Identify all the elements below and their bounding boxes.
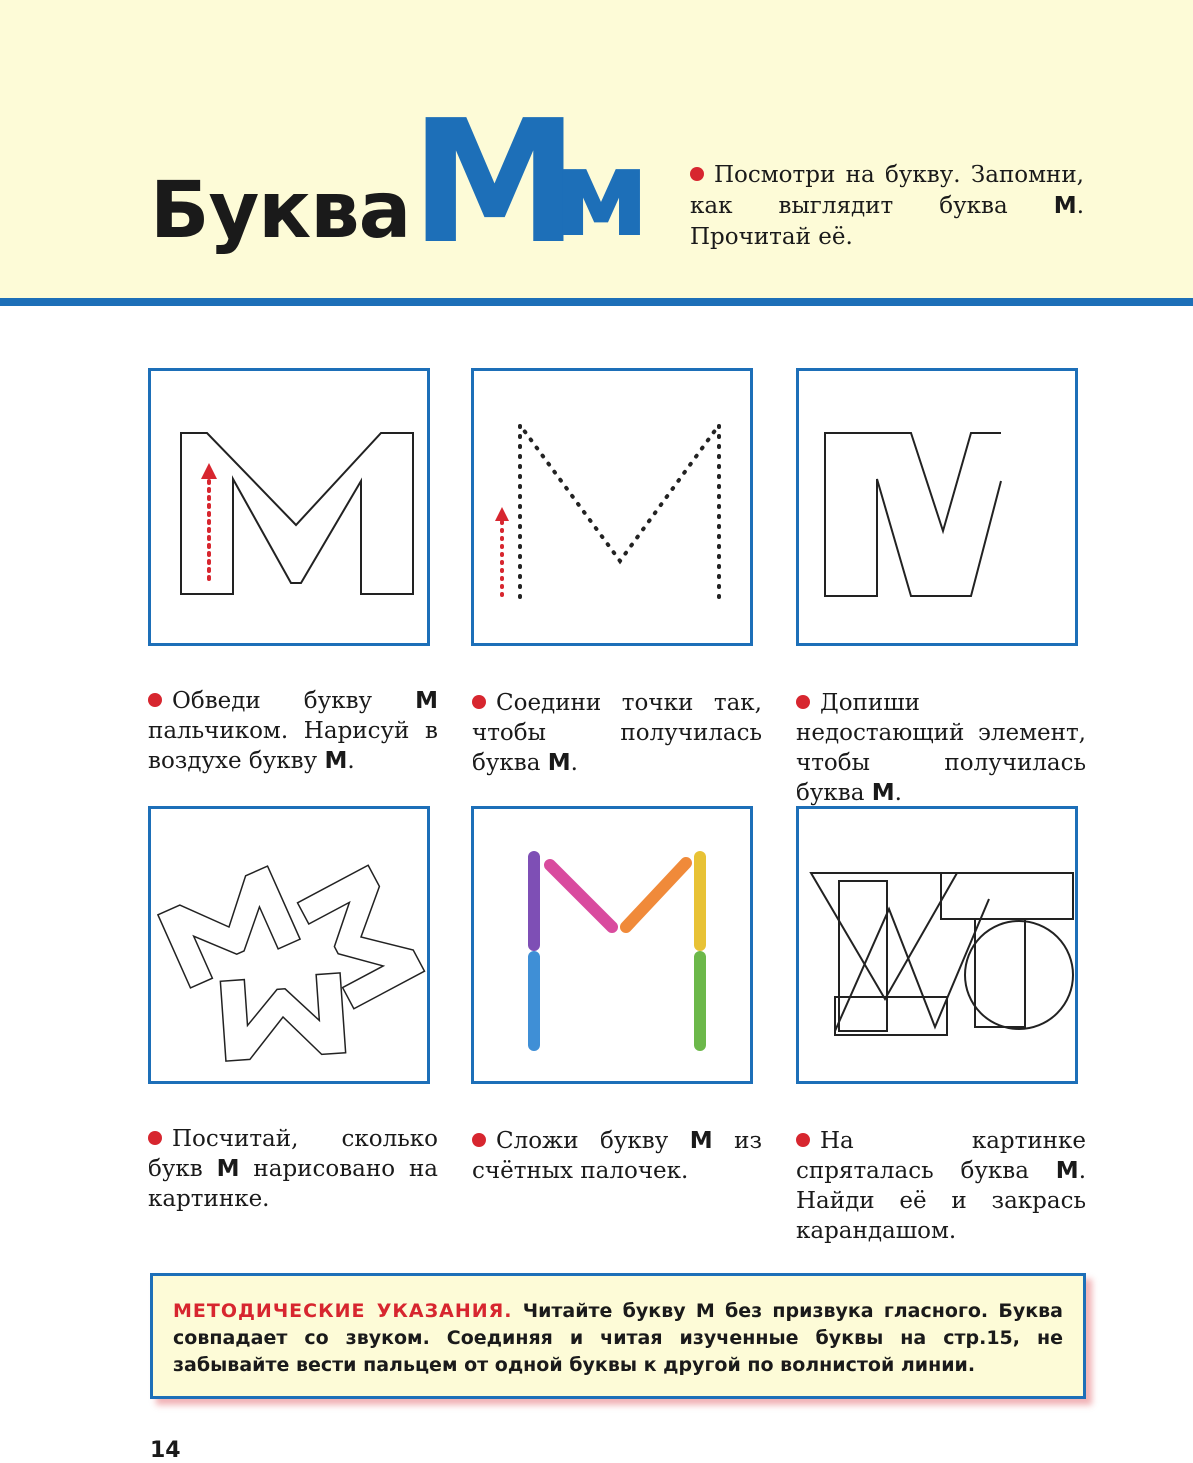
hidden-letter-box[interactable]	[796, 806, 1078, 1084]
methodical-note	[150, 1273, 1086, 1399]
task-text-2: Соедини точки так, чтобы получилась буква М.	[472, 690, 762, 776]
count-letters-box[interactable]	[148, 806, 430, 1084]
header-rule	[0, 298, 1193, 306]
hidden-m-shapes-icon	[799, 809, 1081, 1087]
bullet-icon	[796, 1133, 810, 1147]
bullet-icon	[796, 695, 810, 709]
title-letter-lower: м	[552, 125, 651, 264]
scattered-m-icon	[151, 809, 433, 1087]
bullet-icon	[690, 167, 704, 181]
note-heading: МЕТОДИЧЕСКИЕ УКАЗАНИЯ.	[173, 1300, 513, 1322]
title-word: Буква	[150, 166, 411, 256]
task-text-1: Обведи букву М пальчиком. Нарисуй в воздухе букву М.	[148, 688, 438, 774]
bullet-icon	[148, 693, 162, 707]
sticks-m-icon	[474, 809, 756, 1087]
trace-letter-box[interactable]	[148, 368, 430, 646]
connect-dots-box[interactable]	[471, 368, 753, 646]
bullet-icon	[472, 695, 486, 709]
task-text-4: Посчитай, сколько букв М нарисовано на картинке.	[148, 1126, 439, 1212]
bullet-icon	[472, 1133, 486, 1147]
page-number: 14	[150, 1438, 181, 1463]
dotted-m-icon	[474, 371, 756, 649]
intro-text: Посмотри на букву. Запомни, как выглядит буква М. Прочитай её.	[690, 162, 1084, 250]
complete-letter-box[interactable]	[796, 368, 1078, 646]
task-text-3: Допиши недостающий элемент, чтобы получилась буква М.	[796, 690, 1086, 806]
note-text: Читайте букву М без призвука гласного. Буква совпадает со звуком. Соединяя и читая изученные буквы на стр.15, не забывайте вести пальцем от одной буквы к другой по волнистой линии.	[173, 1300, 1063, 1376]
outline-m-icon	[151, 371, 433, 649]
incomplete-m-icon	[799, 371, 1081, 649]
counting-sticks-box[interactable]	[471, 806, 753, 1084]
task-text-5: Сложи букву М из счётных палочек.	[472, 1128, 762, 1184]
title-letter-upper: М	[410, 84, 580, 282]
task-text-6: На картинке спряталась буква М. Найди её и закрась карандашом.	[796, 1128, 1086, 1244]
bullet-icon	[148, 1131, 162, 1145]
